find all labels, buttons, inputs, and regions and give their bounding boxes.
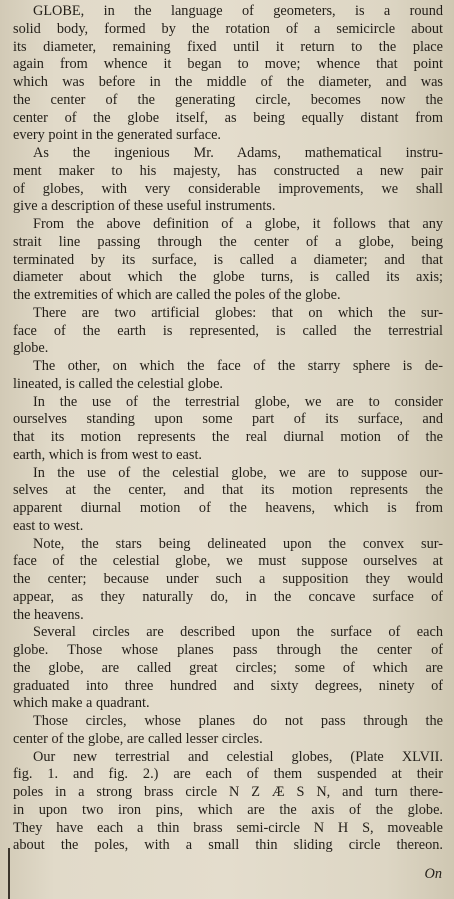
text-line: Those circles, whose planes do not pass through the	[33, 713, 443, 729]
text-line: face of the celestial globe, we must suppose ourselves at	[13, 553, 443, 570]
text-line: From the above definition of a globe, it follows that any	[33, 216, 443, 232]
text-line: the center; because under such a supposition they would	[13, 571, 443, 587]
text-line: Our new terrestrial and celestial globes, (Plate XLVII.	[33, 748, 443, 765]
text-line: center of the globe itself, as being equally distant from	[13, 109, 443, 126]
text-line: solid body, formed by the rotation of a semicircle about	[13, 20, 443, 37]
text-line: ourselves standing upon some part of its surface, and	[13, 411, 443, 428]
text-line: every point in the generated surface.	[13, 127, 222, 144]
text-line: in upon two iron pins, which are the axis of the globe.	[13, 801, 443, 818]
text-line: poles in a strong brass circle N Z Æ S N, and turn there-	[13, 784, 443, 800]
text-line: face of the earth is represented, is called the terrestrial	[13, 322, 443, 339]
text-line: earth, which is from west to east.	[13, 446, 202, 463]
text-line: give a description of these useful instruments.	[13, 198, 276, 215]
text-line: There are two artificial globes: that on which the sur-	[33, 304, 443, 321]
text-line: which make a quadrant.	[13, 695, 150, 712]
text-line: As the ingenious Mr. Adams, mathematical instru-	[33, 145, 443, 161]
text-line: GLOBE, in the language of geometers, is a round	[33, 3, 443, 19]
catchword: On	[424, 866, 442, 882]
text-line: globe.	[13, 340, 49, 357]
text-line: In the use of the celestial globe, we are to suppose our-	[33, 464, 443, 481]
text-line: globe. Those whose planes pass through the center of	[13, 642, 443, 658]
text-line: that its motion represents the real diurnal motion of the	[13, 429, 443, 445]
text-line: apparent diurnal motion of the heavens, which is from	[13, 500, 443, 516]
text-line: ment maker to his majesty, has constructed a new pair	[13, 162, 443, 179]
text-line: They have each a thin brass semi-circle N H S, moveable	[13, 819, 443, 836]
text-line: terminated by its surface, is called a diameter; and that	[13, 251, 443, 268]
text-line: In the use of the terrestrial globe, we are to consider	[33, 393, 443, 410]
text-line: again from whence it began to move; whence that point	[13, 56, 443, 73]
text-line: which was before in the middle of the diameter, and was	[13, 74, 443, 90]
text-line: the globe, are called great circles; some of which are	[13, 659, 443, 676]
text-line: about the poles, with a small thin sliding circle thereon.	[13, 837, 443, 854]
text-line: Note, the stars being delineated upon the convex sur-	[33, 535, 443, 552]
text-line: Several circles are described upon the surface of each	[33, 624, 443, 641]
text-line: east to west.	[13, 517, 84, 534]
text-line: the heavens.	[13, 606, 84, 623]
text-line: lineated, is called the celestial globe.	[13, 375, 223, 392]
text-line: selves at the center, and that its motion represents the	[13, 482, 443, 499]
text-line: center of the globe, are called lesser circles.	[13, 730, 263, 747]
article-globe-text	[13, 3, 443, 855]
text-line: its diameter, remaining fixed until it return to the place	[13, 38, 443, 55]
text-line: of globes, with very considerable improvements, we shall	[13, 180, 443, 197]
text-line: appear, as they naturally do, in the concave surface of	[13, 588, 443, 605]
text-line: diameter about which the globe turns, is called its axis;	[13, 269, 443, 286]
text-line: graduated into three hundred and sixty degrees, ninety of	[13, 677, 443, 694]
text-line: fig. 1. and fig. 2.) are each of them suspended at their	[13, 766, 443, 783]
text-line: the center of the generating circle, becomes now the	[13, 91, 443, 108]
margin-rule	[8, 848, 10, 899]
text-line: the extremities of which are called the poles of the globe.	[13, 287, 341, 303]
text-line: The other, on which the face of the starry sphere is de-	[33, 358, 443, 374]
text-line: strait line passing through the center of a globe, being	[13, 233, 443, 250]
